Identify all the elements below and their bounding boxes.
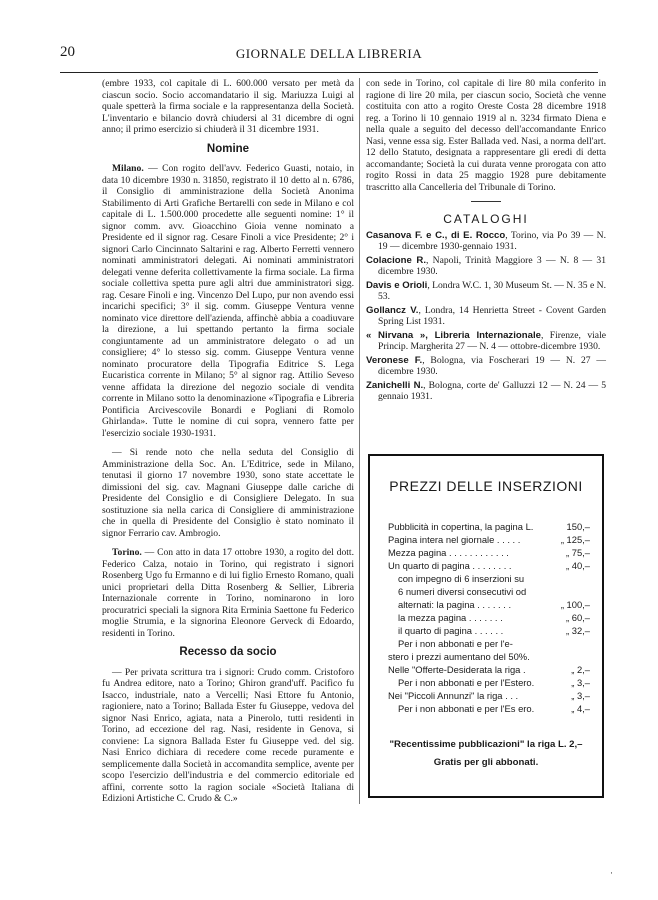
- catalog-text: , Napoli, Trinità Maggiore 3 — N. 8 — 31 dicembre 1930.: [378, 254, 607, 277]
- rate-value: 150,–: [566, 521, 590, 532]
- rate-label: Pubblicità in copertina, la pagina L.: [388, 521, 534, 532]
- rate-value: „ 32,–: [566, 625, 590, 636]
- rate-row: [388, 598, 590, 611]
- catalog-name: Davis e Orioli: [366, 279, 428, 291]
- rate-label: la mezza pagina . . . . . . .: [398, 612, 503, 623]
- catalog-text: , Firenze, viale Princip. Margherita 27 — N. 4 — ottobre-dicembre 1930.: [378, 329, 606, 352]
- cataloghi-heading: CATALOGHI: [443, 212, 529, 226]
- rate-value: [542, 650, 590, 663]
- catalog-text: , Torino, via Po 39 — N. 19 — dicembre 1930-gennaio 1931.: [378, 229, 606, 252]
- page-header: [60, 44, 598, 66]
- journal-title: GIORNALE DELLA LIBRERIA: [235, 46, 423, 61]
- rate-label: stero i prezzi aumentano del 50%.: [388, 651, 530, 662]
- catalog-text: , Bologna, corte de' Galluzzi 12 — N. 24 — 5 gennaio 1931.: [378, 379, 606, 402]
- recesso-heading: Recesso da socio: [179, 646, 277, 658]
- catalog-entry: [366, 355, 606, 378]
- rate-row: [388, 533, 590, 546]
- ad-title: PREZZI DELLE INSERZIONI: [389, 478, 583, 494]
- rate-value: „ 75,–: [566, 547, 590, 558]
- rate-row: [388, 520, 590, 533]
- rate-value: „ 125,–: [560, 534, 590, 545]
- catalog-text: , Londra, 14 Henrietta Street - Covent Garden Spring List 1931.: [378, 304, 606, 327]
- rate-value: „ 2,–: [571, 664, 590, 675]
- catalog-entry: [366, 230, 606, 253]
- section-rule: [471, 201, 501, 202]
- rate-row: [388, 559, 590, 572]
- rate-row: [388, 624, 590, 637]
- rate-label: Per i non abbonati e per l'e-: [398, 638, 513, 649]
- column-divider: [359, 78, 360, 804]
- rate-value: „ 3,–: [571, 677, 590, 688]
- catalog-name: Casanova F. e C., di E. Rocco: [366, 229, 506, 241]
- rate-label: Mezza pagina . . . . . . . . . . . .: [388, 547, 509, 558]
- nomine-editrice-paragraph: — Si rende noto che nella seduta del Consiglio di Amministrazione della Soc. An. L'Editrice, sede in Milano, tenutasi il giorno 17 novembre 1930, sono state accettate le dimissioni del sig. cav. Magnani Giuseppe dalle cariche di Presidente del Consiglio e di Consigliere Delegato. In sua sostituzione sia nella carica di Consigliere di amministrazione che in quella di Presidente del Consiglio è stato nominato il signor Ferrario cav. Ambrogio.: [102, 447, 354, 539]
- catalog-name: Veronese F.: [366, 354, 423, 366]
- rate-label: alternati: la pagina . . . . . . .: [398, 599, 512, 610]
- right-column: [366, 78, 606, 405]
- advertising-rates-box: [368, 454, 604, 798]
- rate-value: „ 4,–: [571, 703, 590, 714]
- catalog-text: , Bologna, via Foscherari 19 — N. 27 — dicembre 1930.: [378, 354, 606, 377]
- catalog-name: « Nirvana », Libreria Internazionale: [366, 329, 541, 341]
- nomine-milano-paragraph: [102, 163, 354, 439]
- recent-publications-rate: "Recentissime pubblicazioni" la riga L. 2,–: [389, 739, 583, 750]
- rate-value: [542, 572, 590, 585]
- nomine-milano-lead: Milano.: [112, 163, 144, 174]
- catalog-name: Gollancz V.: [366, 304, 419, 316]
- rate-row: [388, 689, 590, 702]
- ad-rate-list: [388, 520, 590, 715]
- footer-mark: ·: [610, 868, 613, 878]
- page-number: 20: [60, 44, 75, 60]
- rate-label: Pagina intera nel giornale . . . . .: [388, 534, 521, 545]
- free-for-subscribers: Gratis per gli abbonati.: [433, 757, 539, 768]
- rate-value: „ 3,–: [571, 690, 590, 701]
- nomine-torino-lead: Torino.: [112, 547, 142, 558]
- rate-value: [542, 585, 590, 598]
- catalog-entry: [366, 330, 606, 353]
- rate-label: con impegno di 6 inserzioni su: [398, 573, 525, 584]
- ad-note: [380, 736, 592, 772]
- catalog-entry: [366, 280, 606, 303]
- rate-label: 6 numeri diversi consecutivi od: [398, 586, 527, 597]
- rate-row: [388, 546, 590, 559]
- catalog-entry: [366, 305, 606, 328]
- rate-value: „ 40,–: [566, 560, 590, 571]
- catalog-name: Zanichelli N.: [366, 379, 424, 391]
- rate-row: [388, 676, 590, 689]
- nomine-torino-text: — Con atto in data 17 ottobre 1930, a rogito del dott. Federico Calza, notaio in Torino, qui registrato i signori Rosenberg Ugo fu Ermanno e di lui figlio Ernesto Romano, quali unici proprietari della Ditta Rosenberg & Sellier, Libreria Internazionale corrente in Torino, nominarono in loro procuratrici speciali la signora Rita Erminia Saettone fu Federico moglie Strumia, e la signorina Eleonore Gerveck di Edoardo, residenti in Torino.: [102, 547, 354, 639]
- rate-row: [388, 663, 590, 676]
- rate-value: [542, 637, 590, 650]
- rate-label: il quarto di pagina . . . . . .: [398, 625, 504, 636]
- catalog-text: , Londra W.C. 1, 30 Museum St. — N. 35 e N. 53.: [378, 279, 606, 302]
- nomine-milano-text: — Con rogito dell'avv. Federico Guasti, notaio, in data 10 dicembre 1930 n. 31850, registrato il 10 detto al n. 6786, il Consiglio di amministrazione della Società Anonima Stabilimento di Arti Grafiche Bertarelli con sede in Milano e col capitale di L. 1.500.000 procedette alle seguenti nomine: 1° il signor comm. avv. Gioacchino Gioia venne nominato a Presidente ed il signor rag. Cesare Finoli a vice Presidente; 2° i signori Carlo Cincinnato Saltarini e rag. Alberto Ferretti vennero nominati amministratori delegati. Ai nominati amministratori delegati venne deferita collettivamente la firma sociale. La firma sociale collettiva spetta pure agli altri due amministratori sigg. rag. Cesare Finoli e ing. Vincenzo Del Lupo, pur non avendo essi incarichi specifici; 3° il sig. comm. Giuseppe Ventura venne nominato vice direttore dell'azienda, affinchè abbia a coadiuvare la direzione, a lui spettando pertanto la firma sociale congiuntamente ad un amministratore delegato o ad un consigliere; 4° lo stesso sig. comm. Giuseppe Ventura venne nominato procuratore della Tipografia Editrice S. Lega Eucaristica corrente in Milano; 5° al signor rag. Attilio Seveso venne affidata la direzione del negozio sociale di vendita corrente in Milano sotto la denominazione «Tipografia e Libreria Pontificia Arcivescovile Bonardi e Pogliani di Romolo Ghirlanda». Tutte le nomine di cui sopra, vennero fatte per l'esercizio sociale 1930-1931.: [102, 163, 354, 439]
- rate-label: Un quarto di pagina . . . . . . . .: [388, 560, 512, 571]
- recesso-paragraph: — Per privata scrittura tra i signori: Crudo comm. Cristoforo fu Andrea editore, nato a Torino; Ghiron grand'uff. Pacifico fu Isacco, industriale, nato a Vercelli; Nasi Ettore fu Antonio, ragioniere, nato a Torino; Ballada Ester fu Giuseppe, vedova del signor Nasi Enrico, agiata, nata a Pinerolo, tutti residenti in Torino, ad eccezione del rag. Nasi, residente in Genova, si conviene: La signora Ballada Ester fu Giuseppe ved. del sig. Nasi Enrico dichiara di recedere come recede puramente e semplicemente dalla Società in accomandita semplice, avente per scopo l'esercizio dell'industria e del commercio editoriale ed affini, corrente sotto la ragion sociale «Società Italiana di Edizioni Artistiche C. Crudo & C.»: [102, 666, 354, 804]
- catalog-list: [366, 230, 606, 403]
- intro-paragraph: (embre 1933, col capitale di L. 600.000 versato per metà da ciascun socio. Socio accomandatario il sig. Mariuzza Luigi al quale spetterà la firma sociale e la rappresentanza della Società. L'inventario e bilancio dovrà chiudersi al 31 dicembre di ogni anno; il primo esercizio si chiuderà il 31 dicembre 1931.: [102, 78, 354, 135]
- nomine-torino-paragraph: [102, 547, 354, 639]
- rate-row: [388, 585, 590, 598]
- left-column: [102, 78, 354, 813]
- rate-row: [388, 702, 590, 715]
- rate-row: [388, 572, 590, 585]
- rate-row: [388, 650, 590, 663]
- rate-label: Nelle "Offerte-Desiderata la riga .: [388, 664, 526, 675]
- rate-label: Per i non abbonati e per l'Es ero.: [398, 703, 535, 714]
- rate-row: [388, 637, 590, 650]
- catalog-entry: [366, 255, 606, 278]
- rate-value: „ 60,–: [566, 612, 590, 623]
- rate-label: Per i non abbonati e per l'Estero.: [398, 677, 535, 688]
- rate-label: Nei "Piccoli Annunzi" la riga . . .: [388, 690, 519, 701]
- catalog-name: Colacione R.: [366, 254, 426, 266]
- rate-row: [388, 611, 590, 624]
- nomine-heading: Nomine: [206, 142, 250, 155]
- catalog-entry: [366, 380, 606, 403]
- header-rule: [60, 72, 598, 73]
- rate-value: „ 100,–: [560, 599, 590, 610]
- continuation-paragraph: con sede in Torino, col capitale di lire 80 mila conferito in ragione di lire 20 mila, per ciascun socio, Società che venne costituita con atto a rogito Oreste Costa 28 dicembre 1918 reg. a Torino li 10 gennaio 1919 al n. 3234 firmato Diena e nella quale a seguito del decesso dell'accomandante Enrico Nasi, venne essa sig. Ester Ballada ved. Nasi, a norma dell'art. 12 dello Statuto, designata a rappresentare gli eredi di detta accomandante; Società la cui durata venne prorogata con atto rogito Rossi in data 25 maggio 1928 pure debitamente trascritto alla Cancelleria del Tribunale di Torino.: [366, 78, 606, 193]
